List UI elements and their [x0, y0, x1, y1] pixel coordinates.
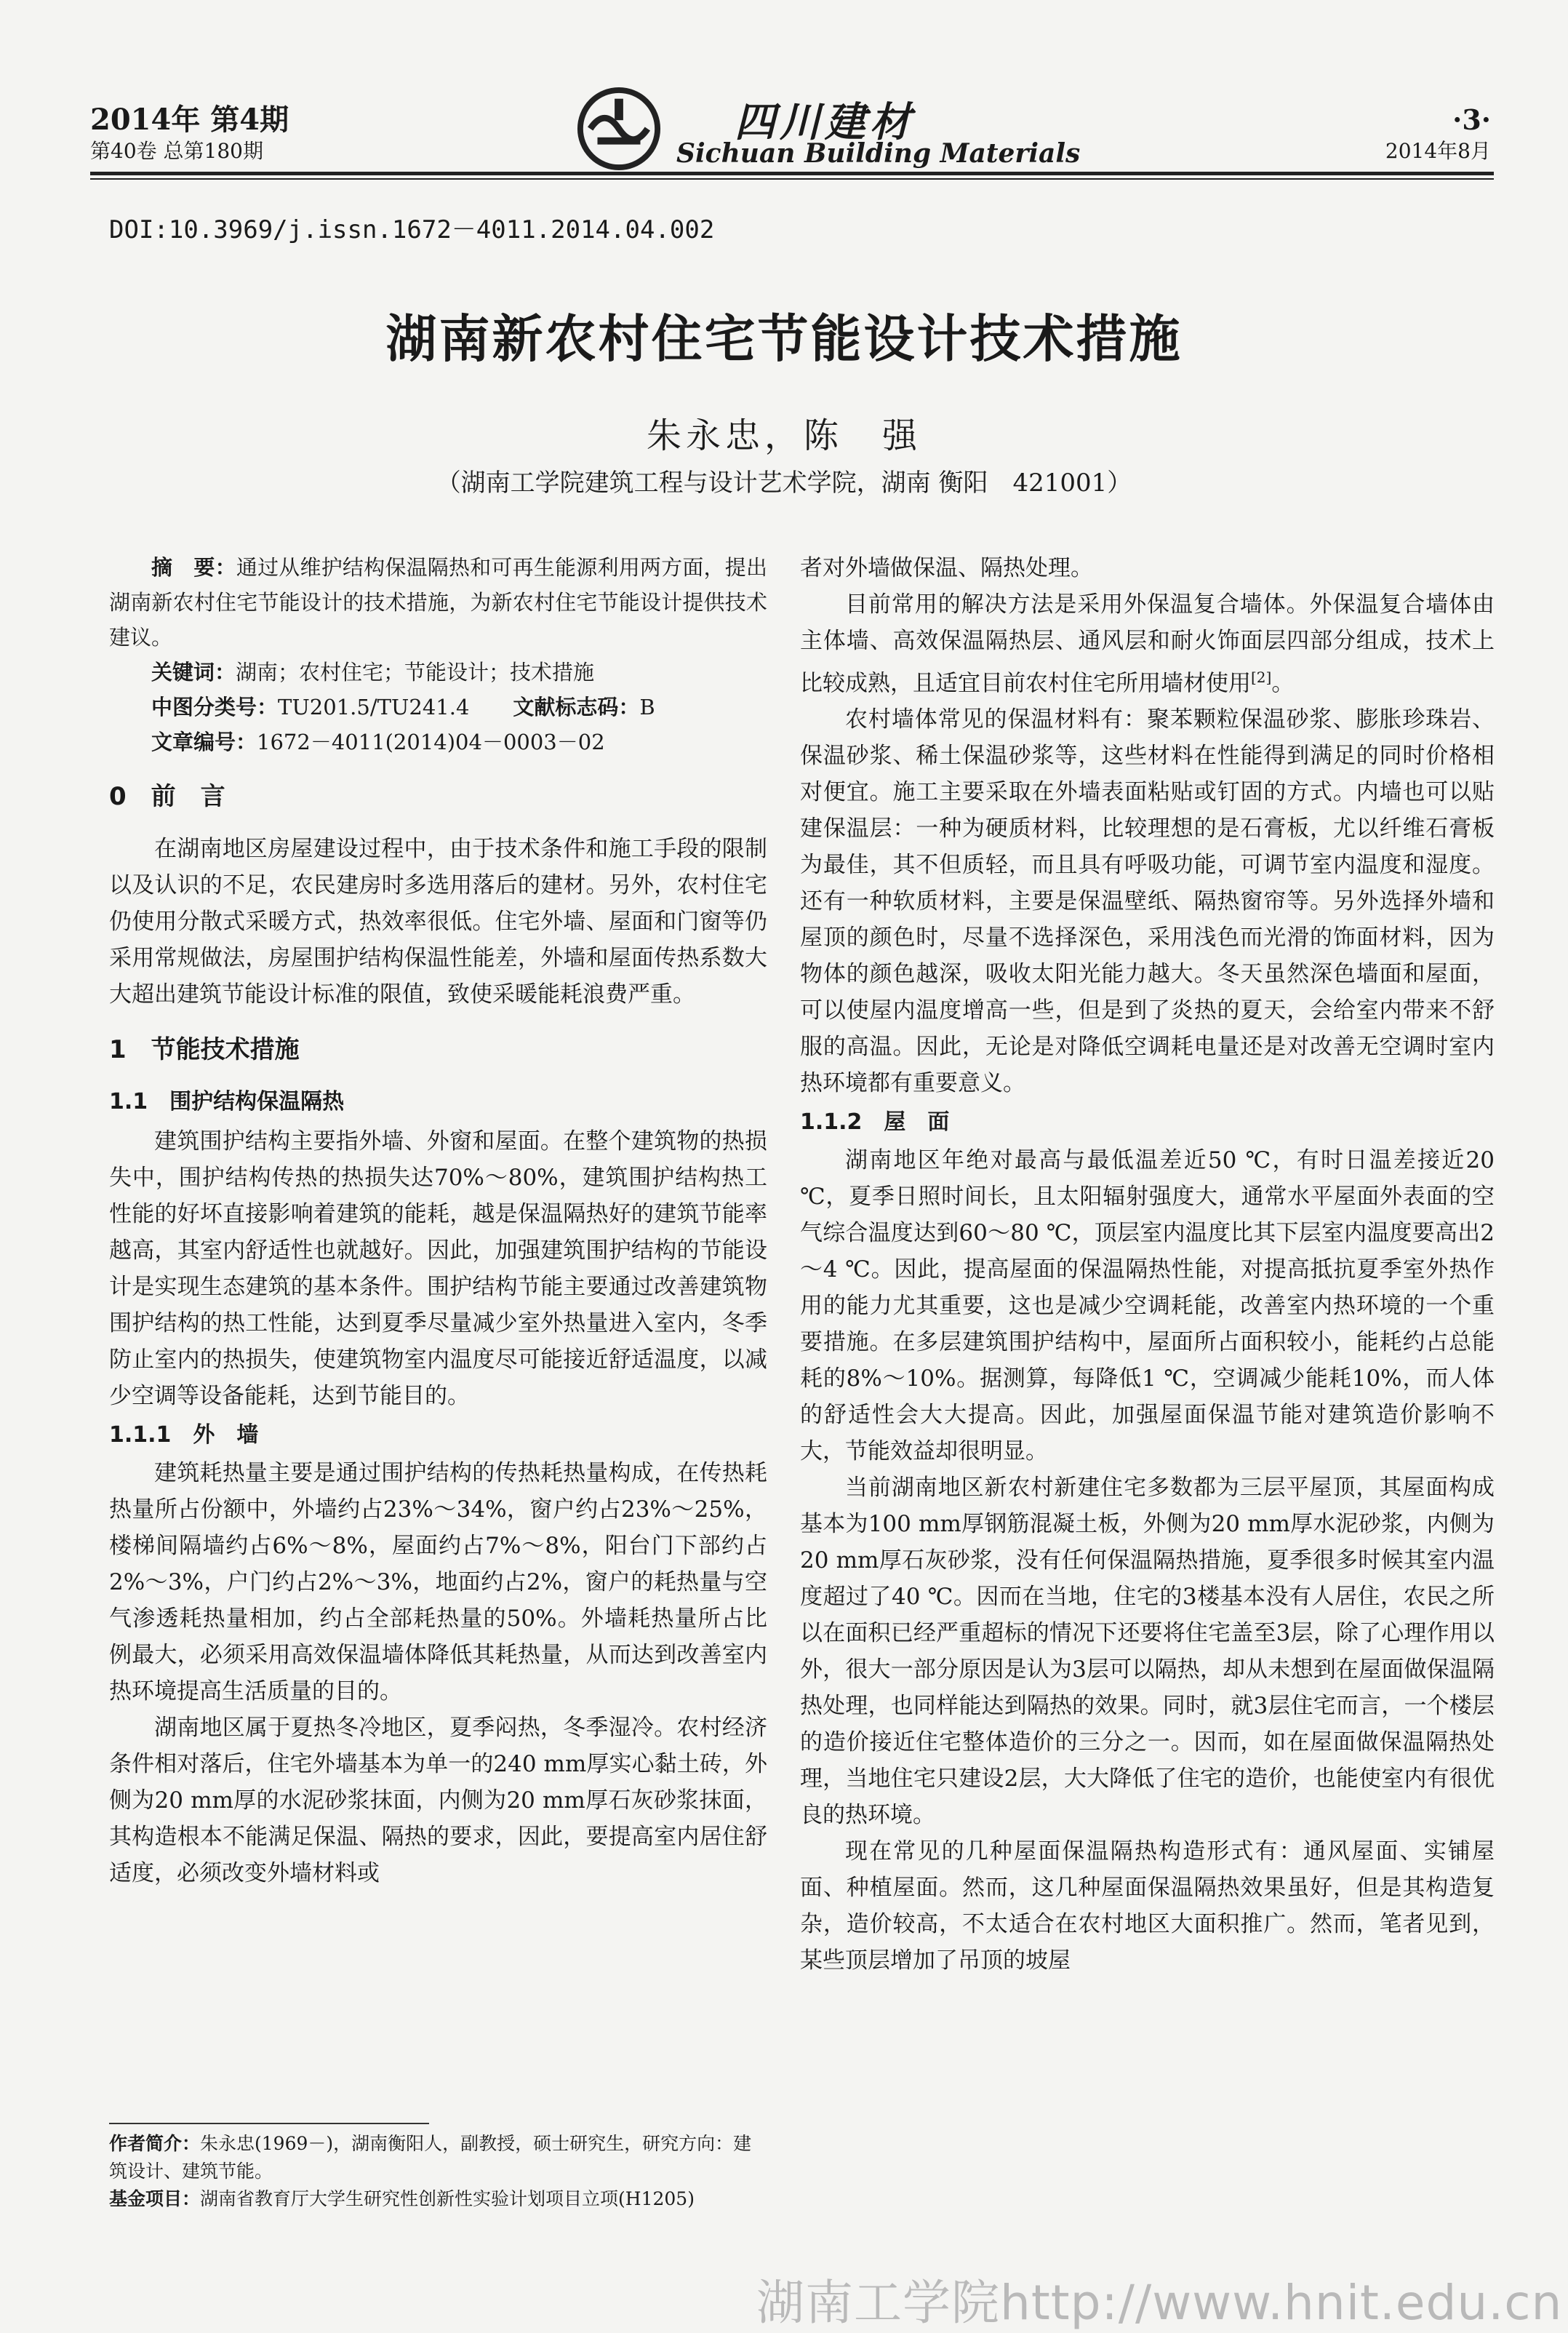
- keywords-text: 湖南；农村住宅；节能设计；技术措施: [236, 660, 595, 685]
- header-rule-thin: [90, 178, 1494, 180]
- section-heading-1-1-1: 1.1.1 外 墙: [109, 1422, 259, 1448]
- article-number-label: 文章编号：: [151, 730, 257, 754]
- journal-name-en: Sichuan Building Materials: [676, 138, 1081, 169]
- paragraph: 农村墙体常见的保温材料有：聚苯颗粒保温砂浆、膨胀珍珠岩、保温砂浆、稀土保温砂浆等，这些材料在性能得到满足的同时价格相对便宜。施工主要采取在外墙表面粘贴或钉固的方式。内墙也可以贴建保温层：一种为硬质材料，比较理想的是石膏板，尤以纤维石膏板为最佳，其不但质轻，而且具有呼吸功能，可调节室内温度和湿度。还有一种软质材料，主要是保温壁纸、隔热窗帘等。另外选择外墙和屋顶的颜色时，尽量不选择深色，采用浅色而光滑的饰面材料，因为物体的颜色越深，吸收太阳光能力越大。冬天虽然深色墙面和屋面，可以使屋内温度增高一些，但是到了炎热的夏天，会给室内带来不舒服的高温。因此，无论是对降低空调耗电量还是对改善无空调时室内热环境都有重要意义。: [800, 706, 1495, 1097]
- classification: [109, 690, 767, 725]
- article-number: [109, 725, 767, 759]
- article-title: 湖南新农村住宅节能设计技术措施: [385, 309, 1183, 369]
- author-bio-label: 作者简介：: [109, 2133, 201, 2154]
- paragraph: 建筑耗热量主要是通过围护结构的传热耗热量构成，在传热耗热量所占份额中，外墙约占23%～34%，窗户约占23%～25%，楼梯间隔墙约占6%～8%，屋面约占7%～8%，阳台门下部约占2%～3%，户门约占2%～3%，地面约占2%，窗户的耗热量与空气渗透耗热量相加，约占全部耗热量的50%。外墙耗热量所占比例最大，必须采用高效保温墙体降低其耗热量，从而达到改善室内热环境提高生活质量的目的。: [109, 1460, 767, 1704]
- issue-number: 2014年 第4期: [90, 103, 289, 137]
- abstract: [109, 550, 767, 655]
- header-rule: [90, 172, 1494, 175]
- paragraph: 现在常见的几种屋面保温隔热构造形式有：通风屋面、实铺屋面、种植屋面。然而，这几种屋面保温隔热效果虽好，但是其构造复杂，造价较高，不太适合在农村地区大面积推广。然而，笔者见到，某些顶层增加了吊顶的坡屋: [800, 1838, 1495, 1974]
- section-heading-0: 0 前 言: [109, 782, 225, 811]
- footnote-rule: [109, 2123, 429, 2124]
- journal-logo-icon: [576, 86, 662, 172]
- abstract-label: 摘 要：: [151, 555, 236, 580]
- issue-date: 2014年8月: [1385, 139, 1491, 163]
- journal-name-cn: 四川建材: [735, 98, 915, 146]
- keywords: [109, 655, 767, 690]
- section-heading-1: 1 节能技术措施: [109, 1035, 300, 1064]
- author-bio-text: 朱永忠(1969－)，湖南衡阳人，副教授，硕士研究生，研究方向：建筑设计、建筑节能。: [109, 2133, 752, 2182]
- keywords-label: 关键词：: [151, 660, 236, 685]
- doc-code-value: B: [639, 695, 655, 719]
- paragraph: 湖南地区年绝对最高与最低温差近50 ℃，有时日温差接近20 ℃，夏季日照时间长，且太阳辐射强度大，通常水平屋面外表面的空气综合温度达到60～80 ℃，顶层室内温度比其下层室内温度要高出2～4 ℃。因此，提高屋面的保温隔热性能，对提高抵抗夏季室外热作用的能力尤其重要，这也是减少空调耗能，改善室内热环境的一个重要措施。在多层建筑围护结构中，屋面所占面积较小，能耗约占总能耗的8%～10%。据测算，每降低1 ℃，空调减少能耗10%，而人体的舒适性会大大提高。因此，加强屋面保温节能对建筑造价影响不大，节能效益却很明显。: [800, 1147, 1495, 1465]
- paragraph: 湖南地区属于夏热冬冷地区，夏季闷热，冬季湿冷。农村经济条件相对落后，住宅外墙基本为单一的240 mm厚实心黏土砖，外侧为20 mm厚的水泥砂浆抹面，内侧为20 mm厚石灰砂浆抹面，其构造根本不能满足保温、隔热的要求，因此，要提高室内居住舒适度，必须改变外墙材料或: [109, 1715, 767, 1886]
- paragraph: 在湖南地区房屋建设过程中，由于技术条件和施工手段的限制以及认识的不足，农民建房时多选用落后的建材。另外，农村住宅仍使用分散式采暖方式，热效率很低。住宅外墙、屋面和门窗等仍采用常规做法，房屋围护结构保温性能差，外墙和屋面传热系数大大超出建筑节能设计标准的限值，致使采暖能耗浪费严重。: [109, 836, 767, 1008]
- page-info: [1367, 102, 1491, 164]
- fund-info: [109, 2185, 767, 2213]
- authors: 朱永忠，陈 强: [646, 415, 921, 456]
- fund-label: 基金项目：: [109, 2188, 201, 2209]
- fund-text: 湖南省教育厅大学生研究性创新性实验计划项目立项(H1205): [200, 2188, 695, 2209]
- section-heading-1-1: 1.1 围护结构保温隔热: [109, 1089, 345, 1114]
- paragraph-text: 目前常用的解决方法是采用外保温复合墙体。外保温复合墙体由主体墙、高效保温隔热层、通风层和耐火饰面层四部分组成，技术上比较成熟，且适宜目前农村住宅所用墙材使用: [800, 591, 1495, 697]
- citation: [2]: [1251, 669, 1272, 686]
- section-heading-1-1-2: 1.1.2 屋 面: [800, 1109, 950, 1136]
- paragraph: 建筑围护结构主要指外墙、外窗和屋面。在整个建筑物的热损失中，围护结构传热的热损失达70%～80%，建筑围护结构热工性能的好坏直接影响着建筑的能耗，越是保温隔热好的建筑节能率越高，其室内舒适性也就越好。因此，加强建筑围护结构的节能设计是实现生态建筑的基本条件。围护结构节能主要通过改善建筑物围护结构的热工性能，达到夏季尽量减少室外热量进入室内，冬季防止室内的热损失，使建筑物室内温度尽可能接近舒适温度，以减少空调等设备能耗，达到节能目的。: [109, 1128, 767, 1409]
- page-number: ·3·: [1452, 103, 1491, 136]
- issue-info: [90, 102, 289, 164]
- footnote: [109, 2130, 767, 2213]
- doc-code-label: 文献标志码：: [513, 695, 640, 719]
- paragraph-end: 。: [1271, 670, 1295, 697]
- article-number-value: 1672－4011(2014)04－0003－02: [257, 730, 605, 754]
- paragraph: 当前湖南地区新农村新建住宅多数都为三层平屋顶，其屋面构成基本为100 mm厚钢筋混凝土板，外侧为20 mm厚水泥砂浆，内侧为20 mm厚石灰砂浆，没有任何保温隔热措施，夏季很多时候其室内温度超过了40 ℃。因而在当地，住宅的3楼基本没有人居住，农民之所以在面积已经严重超标的情况下还要将住宅盖至3层，除了心理作用以外，很大一部分原因是认为3层可以隔热，却从未想到在屋面做保温隔热处理，也同样能达到隔热的效果。同时，就3层住宅而言，一个楼层的造价接近住宅整体造价的三分之一。因而，如在屋面做保温隔热处理，当地住宅只建设2层，大大降低了住宅的造价，也能使室内有很优良的热环境。: [800, 1475, 1495, 1829]
- doi: DOI:10.3969/j.issn.1672－4011.2014.04.002: [109, 215, 715, 244]
- volume-number: 第40卷 总第180期: [90, 139, 263, 163]
- affiliation: （湖南工学院建筑工程与设计艺术学院，湖南 衡阳 421001）: [436, 468, 1132, 498]
- left-column: [109, 550, 767, 1891]
- abstract-text: 通过从维护结构保温隔热和可再生能源利用两方面，提出湖南新农村住宅节能设计的技术措施，为新农村住宅节能设计提供技术建议。: [109, 555, 767, 650]
- right-column: [800, 550, 1495, 1979]
- clc-value: TU201.5/TU241.4: [278, 695, 470, 719]
- paragraph: [800, 586, 1495, 701]
- clc-label: 中图分类号：: [151, 695, 279, 719]
- watermark: 湖南工学院http://www.hnit.edu.cn: [756, 2275, 1563, 2331]
- author-bio: [109, 2130, 767, 2185]
- paragraph: 者对外墙做保温、隔热处理。: [800, 555, 1093, 581]
